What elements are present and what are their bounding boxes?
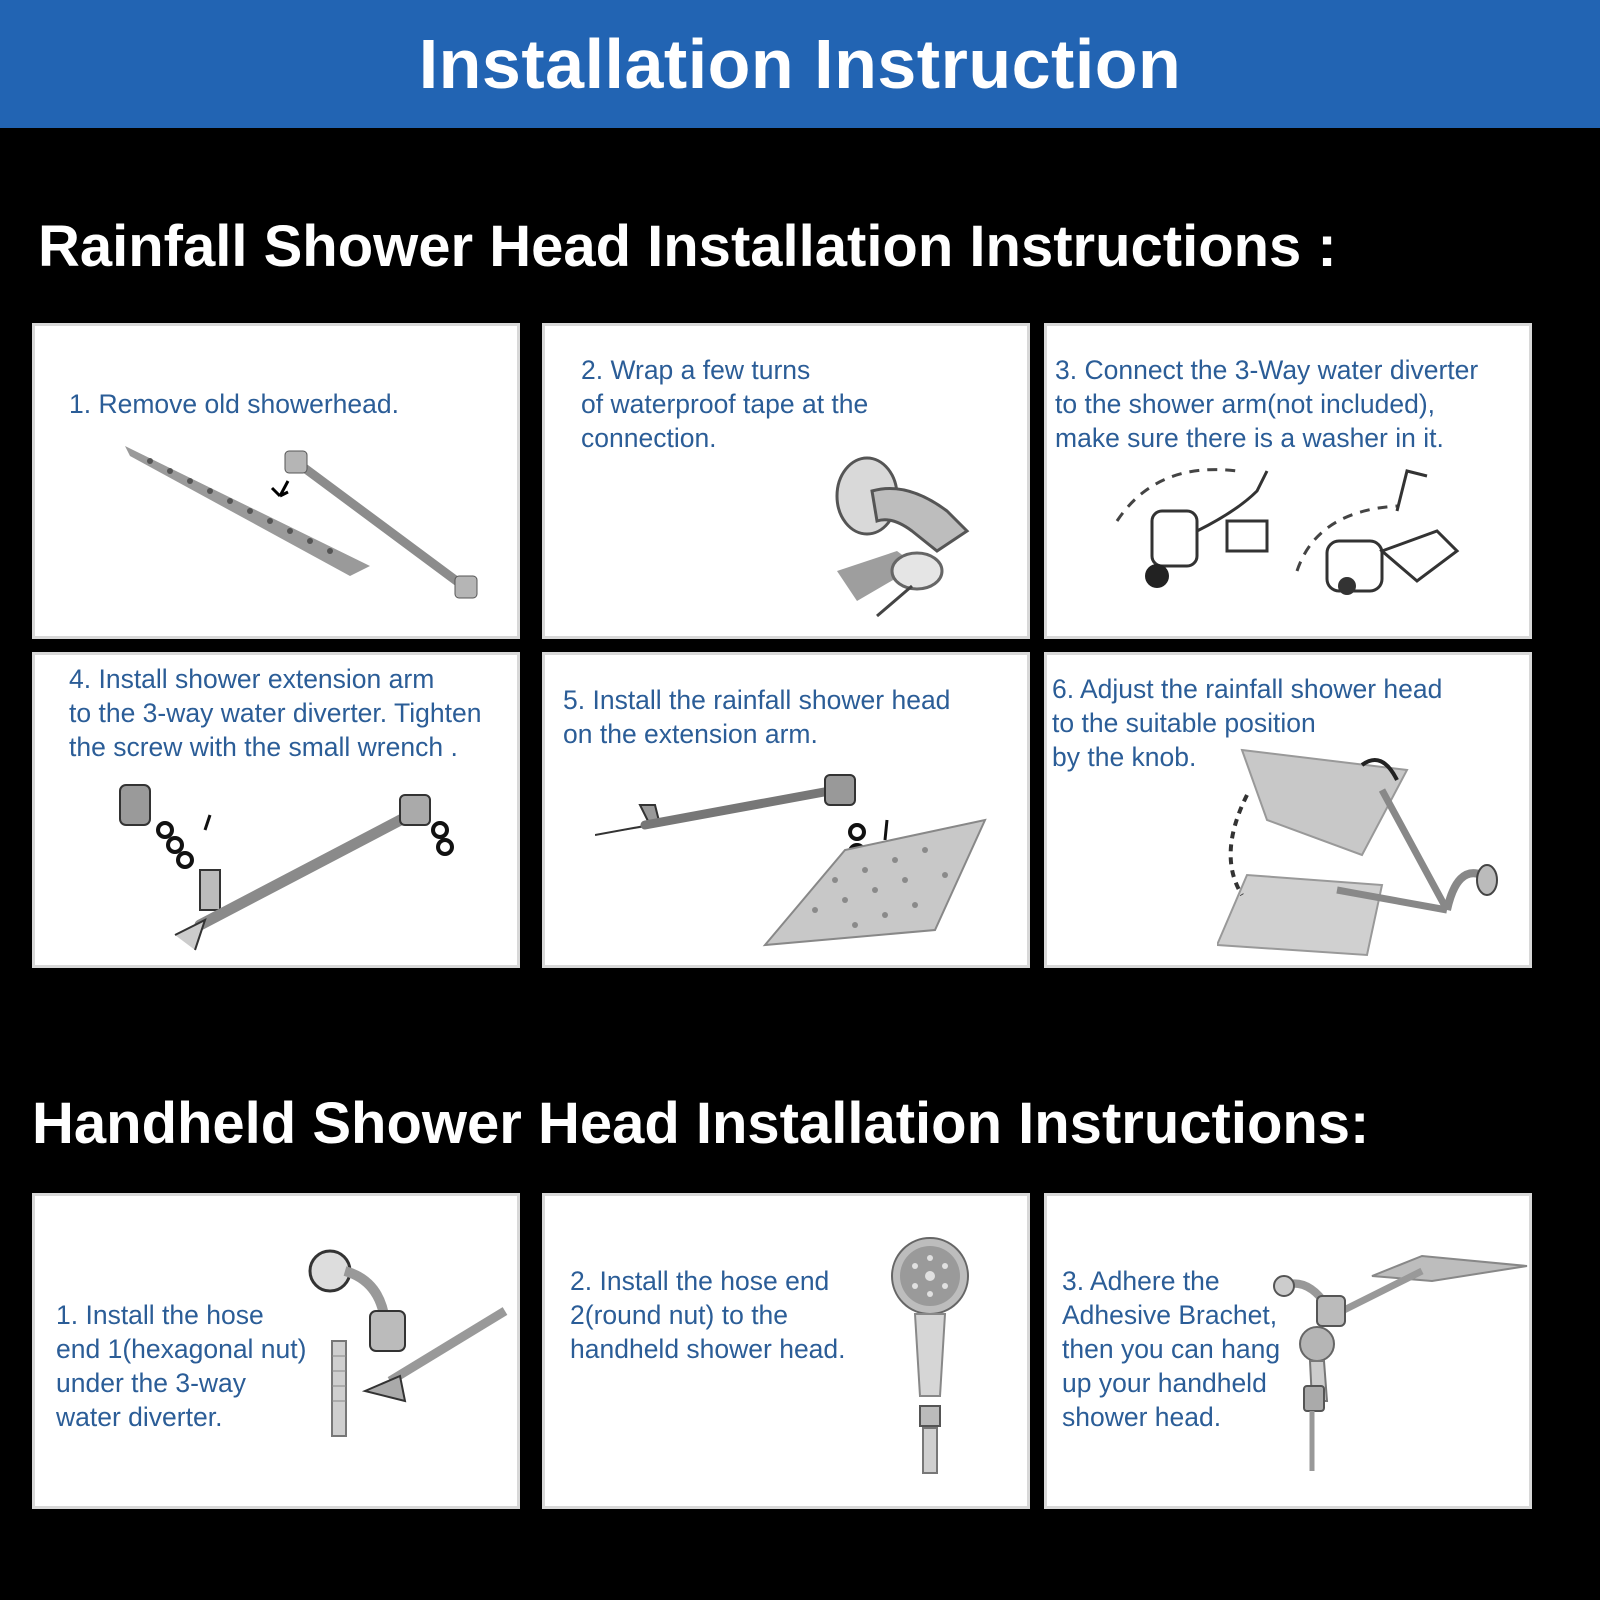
rainfall-section-title: Rainfall Shower Head Installation Instructions :: [38, 214, 1337, 279]
rainfall-step-5-text: 5. Install the rainfall shower head on the extension arm.: [563, 685, 951, 749]
rainfall-step-4-card: [32, 652, 520, 968]
handheld-step-2-text: 2. Install the hose end 2(round nut) to the handheld shower head.: [570, 1266, 846, 1364]
rainfall-step-3-text: 3. Connect the 3-Way water diverter to the shower arm(not included), make sure there is a washer in it.: [1055, 355, 1479, 453]
rainfall-step-5-card: [542, 652, 1030, 968]
rainfall-step-1-text: 1. Remove old showerhead.: [69, 389, 399, 419]
handheld-step-1-card: [32, 1193, 520, 1509]
complete-set-illustration: [1272, 1226, 1532, 1476]
rainfall-step-3-card: [1044, 323, 1532, 639]
rainfall-step-6-text: 6. Adjust the rainfall shower head to the suitable position by the knob.: [1052, 674, 1443, 772]
rainfall-step-4-text: 4. Install shower extension arm to the 3-way water diverter. Tighten the screw with the small wrench .: [69, 664, 482, 762]
rainfall-head-mount-illustration: [595, 770, 995, 960]
handheld-head-illustration: [885, 1236, 975, 1476]
handheld-step-3-card: [1044, 1193, 1532, 1509]
diverter-connection-sketch: [1097, 451, 1477, 631]
handheld-step-1-text: 1. Install the hose end 1(hexagonal nut) under the 3-way water diverter.: [56, 1300, 307, 1432]
head-adjust-illustration: [1217, 745, 1517, 960]
page-title: Installation Instruction: [418, 25, 1182, 103]
handheld-step-2-card: [542, 1193, 1030, 1509]
rainfall-step-1-card: [32, 323, 520, 639]
rainfall-step-6-card: [1044, 652, 1532, 968]
title-banner: [0, 0, 1600, 128]
tape-wrapping-illustration: [817, 451, 987, 621]
hose-to-diverter-illustration: [290, 1231, 520, 1451]
showerhead-with-arm-illustration: [120, 436, 500, 616]
rainfall-step-2-text: 2. Wrap a few turns of waterproof tape at the connection.: [581, 355, 869, 453]
extension-arm-illustration: [110, 775, 490, 955]
handheld-step-3-text: 3. Adhere the Adhesive Brachet, then you can hang up your handheld shower head.: [1062, 1266, 1281, 1432]
handheld-section-title: Handheld Shower Head Installation Instructions:: [32, 1091, 1370, 1156]
rainfall-step-2-card: [542, 323, 1030, 639]
